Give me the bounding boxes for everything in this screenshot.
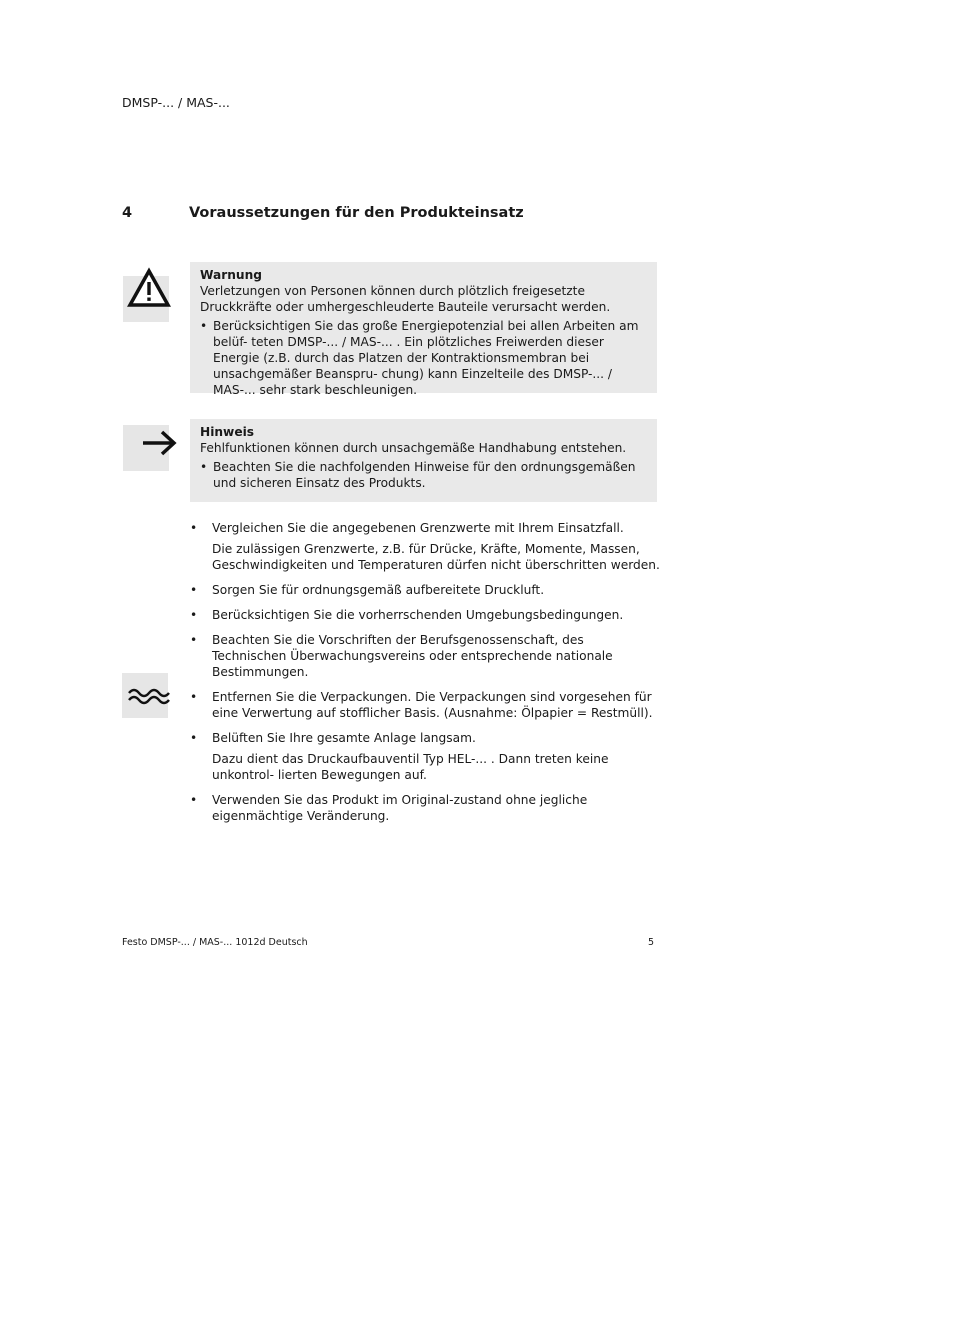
hint-item — [200, 459, 647, 491]
list-item-text: Entfernen Sie die Verpackungen. Die Verpackungen sind vorgesehen für eine Verwertung auf stofflicher Basis. (Ausnahme: Ölpapier = Restmüll). — [212, 690, 653, 720]
bullet: • — [190, 583, 198, 597]
list-item-text: Berücksichtigen Sie die vorherrschenden Umgebungsbedingungen. — [212, 608, 624, 622]
warning-triangle-icon — [129, 268, 175, 314]
bullet: • — [190, 690, 198, 704]
warning-item — [200, 318, 647, 398]
bullet: • — [190, 521, 198, 535]
list-item-text: Sorgen Sie für ordnungsgemäß aufbereitete Druckluft. — [212, 583, 545, 597]
bullet: • — [190, 793, 198, 807]
list-item-text: Vergleichen Sie die angegebenen Grenzwerte mit Ihrem Einsatzfall. — [212, 521, 624, 535]
warning-notice — [190, 262, 657, 397]
bullet: • — [190, 633, 198, 647]
list-item — [190, 730, 660, 783]
list-item — [190, 582, 660, 598]
section-number: 4 — [122, 205, 133, 221]
page-number: 5 — [648, 937, 655, 948]
hint-notice — [190, 419, 657, 502]
list-item — [190, 792, 660, 824]
list-item-text: Belüften Sie Ihre gesamte Anlage langsam. — [212, 731, 476, 745]
hint-body: Fehlfunktionen können durch unsachgemäße Handhabung entstehen. — [200, 441, 627, 455]
list-item-text: Beachten Sie die Vorschriften der Berufsgenossenschaft, des Technischen Überwachungsvereins oder entsprechende nationale Bestimmungen. — [212, 633, 613, 679]
hint-icon-box — [123, 425, 169, 471]
list-item — [190, 607, 660, 623]
footer-document-info: Festo DMSP-... / MAS-... 1012d Deutsch — [122, 937, 308, 948]
warning-item-text: Berücksichtigen Sie das große Energiepotenzial bei allen Arbeiten am belüf- teten DMSP-... / MAS-... . Ein plötzliches Freiwerden dieser Energie (z.B. durch das Platzen der Kontraktionsmembran bei unsachgemäßer Beanspru- chung) kann Einzelteile des DMSP-... / MAS-... sehr stark beschleunigen. — [213, 319, 639, 397]
hint-item-text: Beachten Sie die nachfolgenden Hinweise für den ordnungsgemäßen und sicheren Einsatz des Produkts. — [213, 460, 636, 490]
list-item — [190, 632, 660, 680]
warning-icon-box — [123, 276, 169, 322]
list-item-note: Dazu dient das Druckaufbauventil Typ HEL-... . Dann treten keine unkontrol- lierten Bewegungen auf. — [212, 752, 609, 782]
environment-icon-box — [122, 673, 168, 718]
bullet: • — [200, 319, 208, 333]
warning-body: Verletzungen von Personen können durch plötzlich freigesetzte Druckkräfte oder umhergeschleuderte Bauteile verursacht werden. — [200, 284, 611, 314]
recycling-wave-icon — [128, 673, 174, 718]
hint-title: Hinweis — [200, 425, 255, 439]
bullet: • — [190, 608, 198, 622]
warning-title: Warnung — [200, 268, 262, 282]
list-item — [190, 689, 660, 721]
arrow-right-icon — [137, 421, 183, 467]
section-title: Voraussetzungen für den Produkteinsatz — [189, 205, 524, 221]
bullet: • — [200, 460, 208, 474]
requirements-list — [190, 520, 660, 833]
list-item-text: Verwenden Sie das Produkt im Original-zustand ohne jegliche eigenmächtige Veränderung. — [212, 793, 588, 823]
bullet: • — [190, 731, 198, 745]
list-item — [190, 520, 660, 573]
list-item-note: Die zulässigen Grenzwerte, z.B. für Drücke, Kräfte, Momente, Massen, Geschwindigkeiten und Temperaturen dürfen nicht überschritten werden. — [212, 542, 660, 572]
document-header: DMSP-... / MAS-... — [122, 95, 230, 110]
